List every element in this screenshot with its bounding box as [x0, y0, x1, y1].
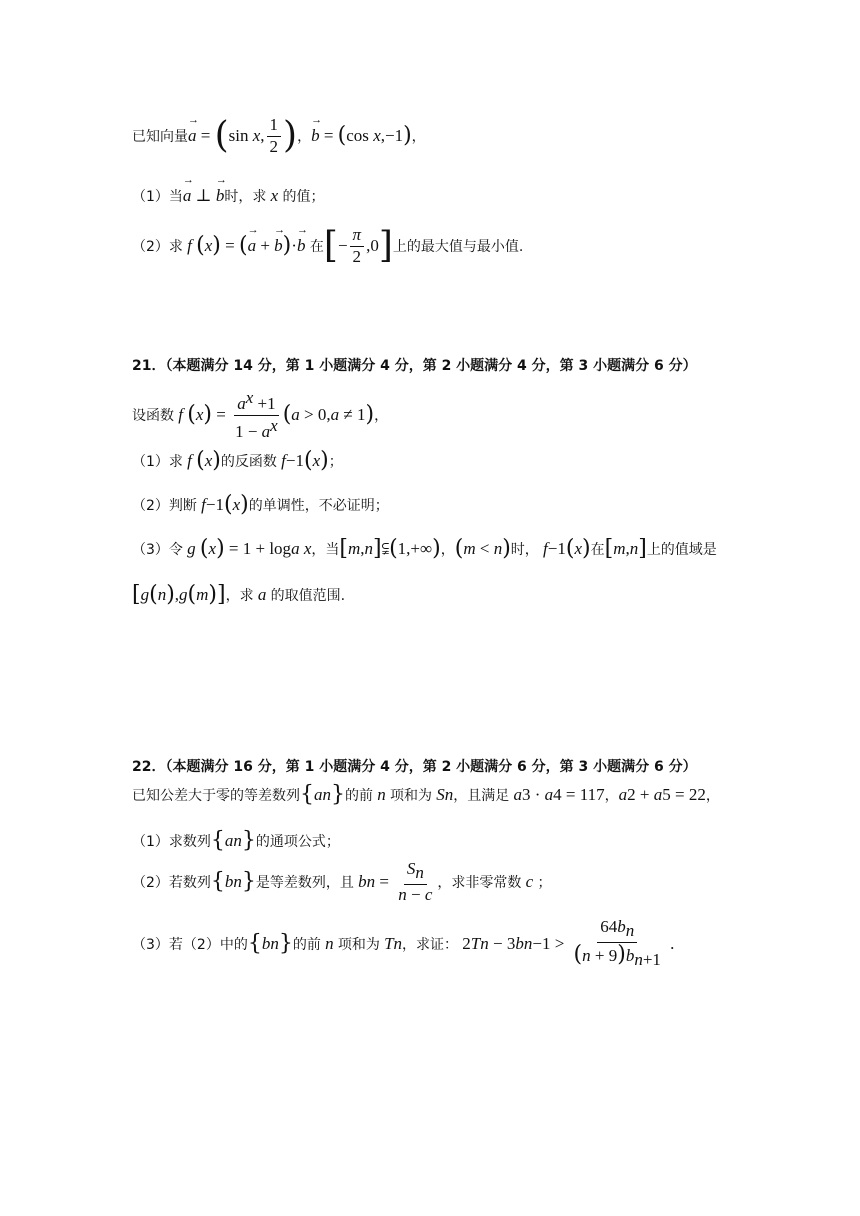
p22-q3: （3）若（2）中的 { b n } 的前 n 项和为 T n ，求证： 2 T n − 3 b n−1 > $\frac{64b_n}{(n + 9)b_{n+1}}$ .: [132, 917, 675, 969]
p22-q1: （1）求数列 { a n } 的通项公式；: [132, 828, 340, 853]
p21-q2: （2）判断 f −1 ( x ) 的单调性，不必证明；: [132, 492, 389, 517]
p22-stem: 已知公差大于零的等差数列 { a n } 的前 n 项和为 S n ，且满足 a 3 · a 4 = 117 ， a 2 + a 5 = 22 ，: [132, 782, 720, 807]
p20-stem: 已知向量 → a = ( sin x , $\frac{1}{2}$ ) ， → b = ( cos x ,−1 ) ，: [132, 116, 426, 156]
p22-heading: 22．（本题满分 16 分，第 1 小题满分 4 分，第 2 小题满分 6 分，第 3 小题满分 6 分）: [132, 759, 697, 775]
p21-stem: 设函数 f ( x ) = $\frac{a^x +1}{1 - a^x}$ ( a > 0, a ≠ 1 ) ，: [132, 388, 389, 441]
p22-q2: （2）若数列 { b n } 是等差数列，且 b n = $\frac{S_n}{n - c}$ ，求非零常数 c ；: [132, 859, 552, 904]
p21-q3-line2: [ g ( n ) , g ( m ) ] ，求 a 的取值范围.: [132, 582, 346, 607]
p20-q2: （2）求 f ( x ) = ( → a + → b ) · → b 在 [ − $\frac{\pi}{2}$ ,0 ] 上的最大值与最小值.: [132, 226, 523, 266]
p21-q1: （1）求 f ( x ) 的反函数 f −1 ( x ) ；: [132, 448, 343, 473]
p21-q3-line1: （3）令 g ( x ) = 1 + log a x ，当 [ m , n ] ⫋ ( 1,+∞ ) ， ( m < n ) 时， f −1 ( x ) 在 [ m , n ] 上的值域是: [132, 536, 717, 561]
p20-q1: （1）当 → a ⊥ → b 时，求 x 的值；: [132, 186, 324, 206]
p21-heading: 21．（本题满分 14 分，第 1 小题满分 4 分，第 2 小题满分 4 分，第 3 小题满分 6 分）: [132, 358, 697, 374]
